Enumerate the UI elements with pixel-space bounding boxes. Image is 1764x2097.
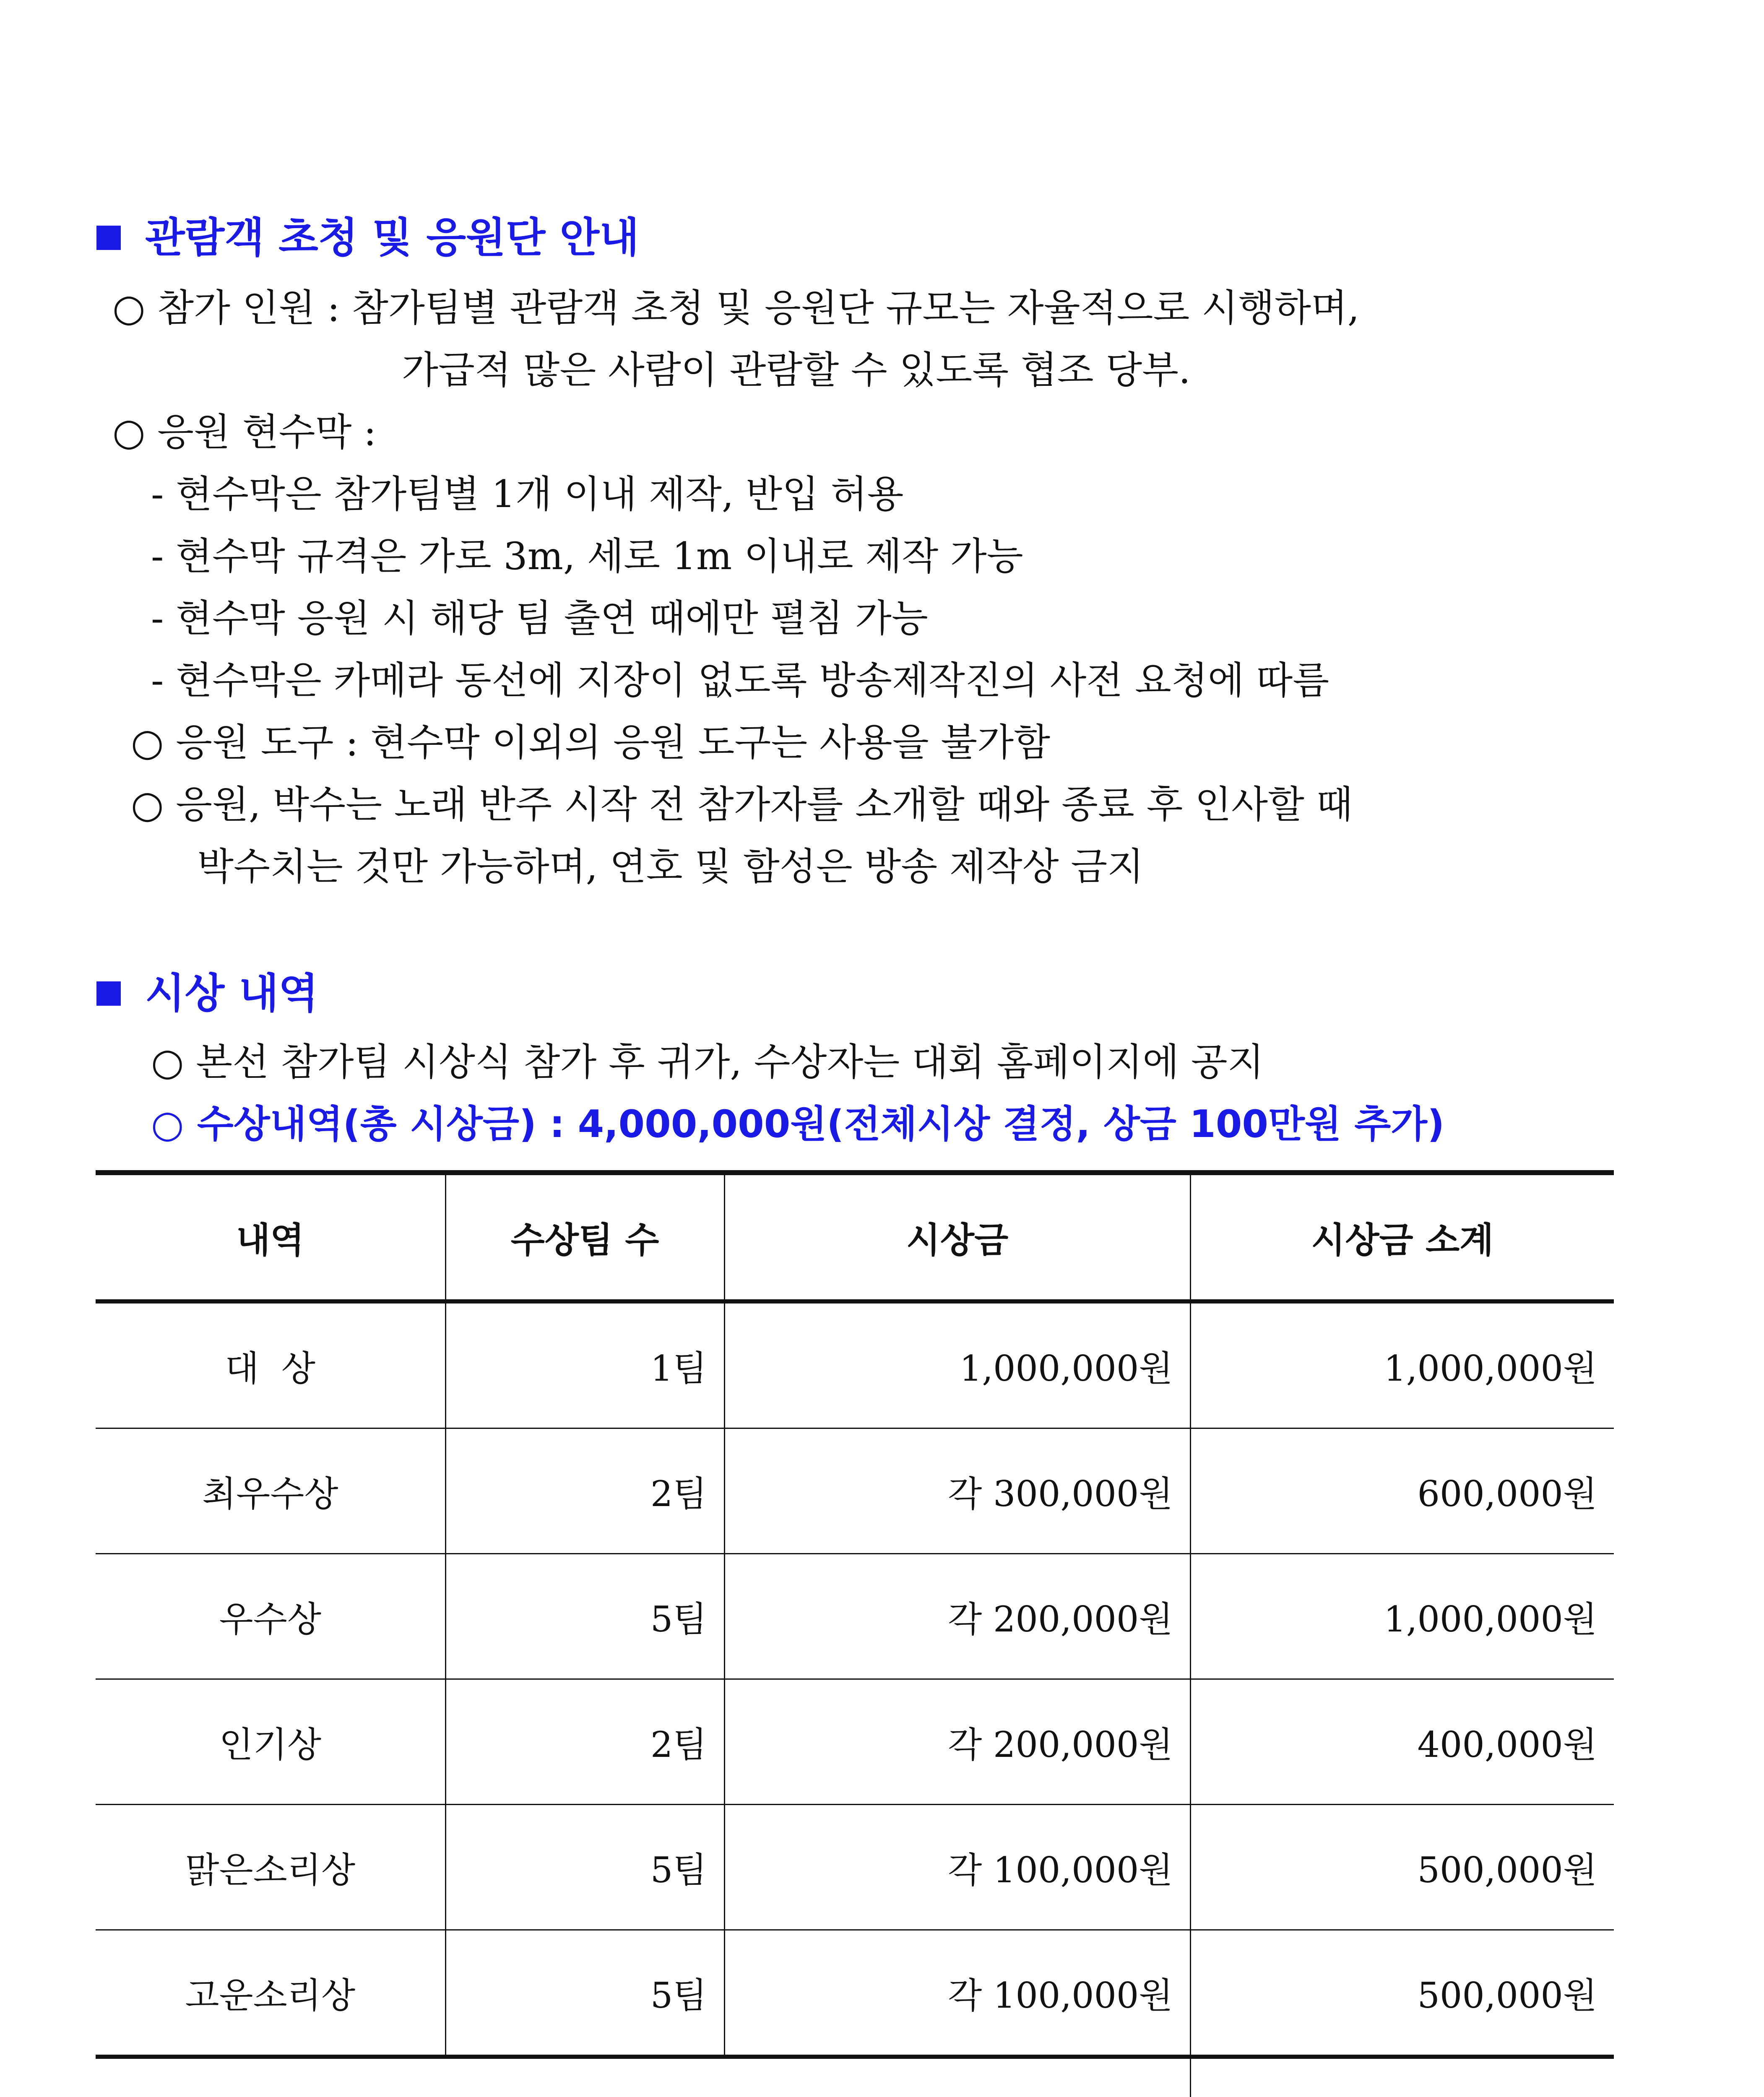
banner-rule-3: - 현수막 응원 시 해당 팀 출연 때에만 펼침 가능: [151, 596, 928, 640]
cell-prize: 각 200,000원: [724, 1679, 1190, 1805]
awards-table: [96, 1170, 1614, 2097]
section-heading-audience: 관람객 초청 및 응원단 안내: [96, 217, 639, 258]
cell-team-count: 5팀: [445, 1554, 724, 1679]
header-prize: 시상금: [724, 1173, 1190, 1301]
table-header-row: [96, 1173, 1614, 1301]
cell-subtotal: 500,000원: [1190, 1805, 1614, 1930]
table-row: [96, 1805, 1614, 1930]
cell-category: 대 상: [96, 1301, 445, 1428]
cell-subtotal: 400,000원: [1190, 1679, 1614, 1805]
cell-prize: 각 100,000원: [724, 1805, 1190, 1930]
cell-category: 최우수상: [96, 1428, 445, 1554]
total-label: [96, 2057, 1190, 2097]
cell-subtotal: 1,000,000원: [1190, 1301, 1614, 1428]
cell-team-count: 2팀: [445, 1679, 724, 1805]
square-bullet-icon: [96, 981, 121, 1006]
header-category: 내역: [96, 1173, 445, 1301]
banner-rule-1: - 현수막은 참가팀별 1개 이내 제작, 반입 허용: [151, 472, 904, 516]
bullet-participants-cont: 가급적 많은 사람이 관람할 수 있도록 협조 당부.: [402, 348, 1191, 392]
cell-category: 맑은소리상: [96, 1805, 445, 1930]
cell-category: 인기상: [96, 1679, 445, 1805]
bullet-participants: ○ 참가 인원 : 참가팀별 관람객 초청 및 응원단 규모는 자율적으로 시행하며,: [112, 286, 1360, 330]
cell-subtotal: 500,000원: [1190, 1930, 1614, 2057]
banner-rule-2: - 현수막 규격은 가로 3m, 세로 1m 이내로 제작 가능: [151, 534, 1023, 578]
bullet-applause: ○ 응원, 박수는 노래 반주 시작 전 참가자를 소개할 때와 종료 후 인사할 때: [131, 783, 1353, 827]
square-bullet-icon: [96, 226, 121, 250]
header-subtotal: 시상금 소계: [1190, 1173, 1614, 1301]
cell-subtotal: 1,000,000원: [1190, 1554, 1614, 1679]
cell-prize: 각 200,000원: [724, 1554, 1190, 1679]
table-row: [96, 1301, 1614, 1428]
table-row: [96, 1554, 1614, 1679]
cell-category: 고운소리상: [96, 1930, 445, 2057]
total-value: [1190, 2057, 1614, 2097]
cell-prize: 각 100,000원: [724, 1930, 1190, 2057]
bullet-ceremony: ○ 본선 참가팀 시상식 참가 후 귀가, 수상자는 대회 홈페이지에 공지: [151, 1040, 1264, 1084]
cell-team-count: 1팀: [445, 1301, 724, 1428]
banner-rule-4: - 현수막은 카메라 동선에 지장이 없도록 방송제작진의 사전 요청에 따름: [151, 658, 1330, 702]
cell-prize: 1,000,000원: [724, 1301, 1190, 1428]
bullet-total-prize: ○ 수상내역(총 시상금) : 4,000,000원(전체시상 결정, 상금 100만원 추가): [151, 1102, 1445, 1146]
table-row: [96, 1930, 1614, 2057]
section-heading-awards: 시상 내역: [96, 973, 318, 1014]
table-total-row: [96, 2057, 1614, 2097]
bullet-tools: ○ 응원 도구 : 현수막 이외의 응원 도구는 사용을 불가함: [131, 721, 1051, 765]
cell-team-count: 5팀: [445, 1805, 724, 1930]
bullet-banner: ○ 응원 현수막 :: [112, 410, 377, 454]
bullet-applause-cont: 박수치는 것만 가능하며, 연호 및 함성은 방송 제작상 금지: [197, 845, 1144, 889]
table-row: [96, 1679, 1614, 1805]
header-team-count: 수상팀 수: [445, 1173, 724, 1301]
cell-prize: 각 300,000원: [724, 1428, 1190, 1554]
cell-team-count: 5팀: [445, 1930, 724, 2057]
cell-team-count: 2팀: [445, 1428, 724, 1554]
cell-subtotal: 600,000원: [1190, 1428, 1614, 1554]
table-row: [96, 1428, 1614, 1554]
cell-category: 우수상: [96, 1554, 445, 1679]
